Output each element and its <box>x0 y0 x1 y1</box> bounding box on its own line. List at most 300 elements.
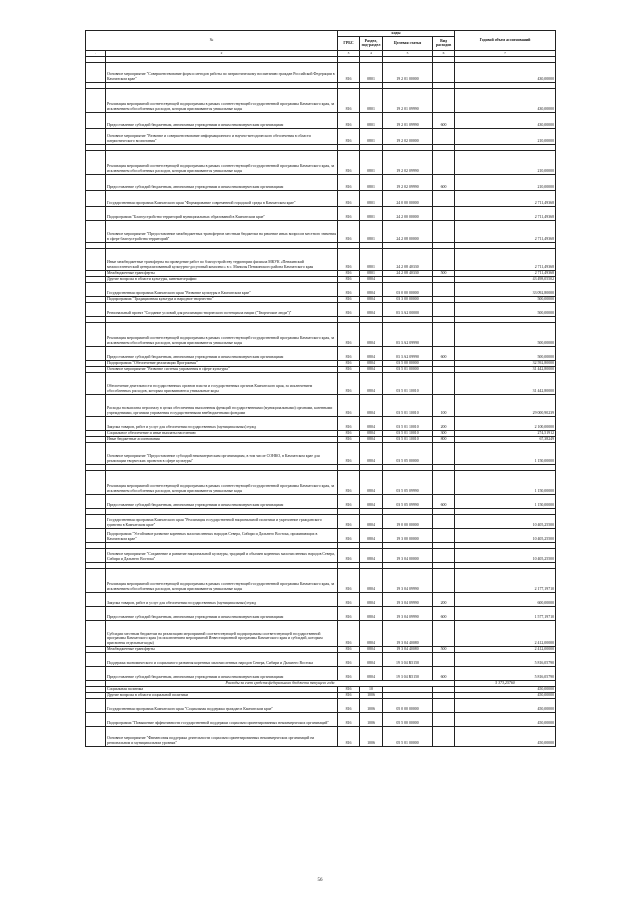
row-amount: 5 816,05790 <box>455 666 556 680</box>
row-section: 0804 <box>360 548 383 562</box>
table-row <box>86 62 556 82</box>
table-row <box>86 174 556 190</box>
row-amount: 430,00000 <box>455 88 556 112</box>
row-target: 19 2 01 09990 <box>383 112 433 128</box>
row-number-cell <box>86 62 106 82</box>
row-vid: 500 <box>433 270 455 276</box>
row-name: Основное мероприятие "Совершенствование форм и методов работы по патриотическому воспитанию граждан Российской Федерации в Камчатском крае" <box>106 62 338 82</box>
row-target: 19 2 01 00000 <box>383 62 433 82</box>
row-vid <box>433 128 455 144</box>
row-vid: 300 <box>433 430 455 436</box>
row-vid <box>433 726 455 746</box>
row-grbs: 816 <box>338 692 360 698</box>
row-number-cell <box>86 494 106 508</box>
row-grbs: 816 <box>338 686 360 692</box>
row-section: 0804 <box>360 470 383 494</box>
row-name: Закупка товаров, работ и услуг для обеспечения государственных (муниципальных) нужд <box>106 592 338 606</box>
row-name: Основное мероприятие "Предоставление межбюджетных трансфертов местным бюджетам на решение иных вопросов местного значения в сфере благоустройства территорий" <box>106 220 338 242</box>
row-section: 0801 <box>360 150 383 174</box>
row-vid <box>433 568 455 592</box>
row-target: 19 2 02 09990 <box>383 150 433 174</box>
row-section: 0801 <box>360 248 383 270</box>
table-row <box>86 190 556 206</box>
row-section: 0804 <box>360 282 383 296</box>
row-section: 0804 <box>360 322 383 346</box>
row-amount: 430,00000 <box>455 62 556 82</box>
row-grbs: 816 <box>338 206 360 220</box>
row-name: Субсидии местным бюджетам на реализацию мероприятий соответствующей подпрограммы соответствующей государственной программы Камчатского края (за исключением мероприятий Инвестиционной программы Камчатского края и субсидий, которым присвоены отдельные коды) <box>106 620 338 646</box>
row-number-cell <box>86 698 106 712</box>
row-name: Предоставление субсидий бюджетным, автономным учреждениям и иным некоммерческим организациям <box>106 346 338 360</box>
table-row <box>86 302 556 316</box>
row-target: 03 3 A2 09990 <box>383 346 433 360</box>
row-section: 0801 <box>360 128 383 144</box>
row-number-cell <box>86 568 106 592</box>
row-grbs: 816 <box>338 322 360 346</box>
row-grbs: 816 <box>338 360 360 366</box>
colnum: 5 <box>383 50 433 56</box>
row-amount: 10 405,25500 <box>455 528 556 542</box>
table-row <box>86 206 556 220</box>
row-name: Основное мероприятие "Финансовая поддержка деятельности социально ориентированных некоммерческих организаций на региональном и муниципальном уровнях" <box>106 726 338 746</box>
row-target: 03 5 01 10010 <box>383 372 433 394</box>
colnum: 2 <box>106 50 338 56</box>
row-number-cell <box>86 248 106 270</box>
row-amount: 5 373,25760 <box>455 680 556 686</box>
row-vid: 600 <box>433 666 455 680</box>
row-section: 0804 <box>360 276 383 282</box>
colnum: 6 <box>433 50 455 56</box>
row-grbs: 816 <box>338 296 360 302</box>
row-section: 0804 <box>360 360 383 366</box>
table-row <box>86 528 556 542</box>
row-grbs: 816 <box>338 174 360 190</box>
row-section: 1006 <box>360 712 383 726</box>
row-name: Расходы на выплаты персоналу в целях обеспечения выполнения функций государственными (муниципальными) органами, казенными учреждениями, органами управления государственными внебюджетными фондами <box>106 394 338 416</box>
row-amount: 29 000,90239 <box>455 394 556 416</box>
row-amount: 1 150,00000 <box>455 442 556 464</box>
row-number-cell <box>86 514 106 528</box>
row-number-cell <box>86 548 106 562</box>
row-vid <box>433 302 455 316</box>
row-section: 0804 <box>360 394 383 416</box>
row-grbs: 816 <box>338 270 360 276</box>
header-number: № <box>86 31 338 51</box>
row-section: 0804 <box>360 646 383 652</box>
row-target: 19 2 02 00000 <box>383 128 433 144</box>
row-vid: 800 <box>433 436 455 442</box>
row-grbs: 816 <box>338 592 360 606</box>
row-number-cell <box>86 206 106 220</box>
row-target: 03 5 05 09990 <box>383 494 433 508</box>
row-grbs: 816 <box>338 88 360 112</box>
row-section: 0804 <box>360 620 383 646</box>
row-target: 05 5 01 00000 <box>383 726 433 746</box>
row-name: Реализация мероприятий соответствующей подпрограммы в рамках соответствующей государственной программы Камчатского края, за исключением обособленных расходов, которым присваиваются уникальные коды <box>106 150 338 174</box>
row-target: 24 2 08 40330 <box>383 270 433 276</box>
row-name: Закупка товаров, работ и услуг для обеспечения государственных (муниципальных) нужд <box>106 416 338 430</box>
table-row <box>86 128 556 144</box>
row-grbs: 816 <box>338 302 360 316</box>
row-amount: 600,00000 <box>455 592 556 606</box>
row-section: 0801 <box>360 206 383 220</box>
row-name: Подпрограмма "Благоустройство территорий муниципальных образований в Камчатском крае" <box>106 206 338 220</box>
row-target: 24 2 00 00000 <box>383 206 433 220</box>
header-grbs: ГРБС <box>338 36 360 50</box>
row-name: Государственная программа Камчатского края "Реализация государственной национальной политики и укрепление гражданского единства в Камчатском крае" <box>106 514 338 528</box>
row-name: Межбюджетные трансферты <box>106 270 338 276</box>
row-vid: 100 <box>433 394 455 416</box>
row-name: Реализация мероприятий соответствующей подпрограммы в рамках соответствующей государственной программы Камчатского края, за исключением обособленных расходов, которым присваиваются уникальные коды <box>106 470 338 494</box>
row-section: 0801 <box>360 270 383 276</box>
row-grbs: 816 <box>338 606 360 620</box>
row-section: 0804 <box>360 430 383 436</box>
row-target: 03 5 01 10010 <box>383 436 433 442</box>
row-section: 0804 <box>360 416 383 430</box>
row-target: 03 5 01 10010 <box>383 394 433 416</box>
row-target: 03 5 01 10010 <box>383 430 433 436</box>
row-number-cell <box>86 416 106 430</box>
row-grbs: 816 <box>338 620 360 646</box>
row-section: 0801 <box>360 62 383 82</box>
row-grbs: 816 <box>338 514 360 528</box>
row-grbs: 816 <box>338 698 360 712</box>
row-amount: 2 100,00000 <box>455 416 556 430</box>
row-section: 0801 <box>360 112 383 128</box>
row-name: Предоставление субсидий бюджетным, автономным учреждениям и иным некоммерческим организациям <box>106 666 338 680</box>
row-amount: 1 150,00000 <box>455 470 556 494</box>
row-number-cell <box>86 652 106 666</box>
table-row <box>86 620 556 646</box>
row-vid <box>433 220 455 242</box>
row-section: 0801 <box>360 88 383 112</box>
page-number: 56 <box>317 878 323 883</box>
row-amount: 274,51912 <box>455 430 556 436</box>
colnum: 4 <box>360 50 383 56</box>
header-vid: Вид расходов <box>433 36 455 50</box>
row-grbs: 816 <box>338 548 360 562</box>
row-amount: 450,00000 <box>455 698 556 712</box>
row-vid <box>433 206 455 220</box>
row-grbs: 816 <box>338 652 360 666</box>
row-grbs: 816 <box>338 442 360 464</box>
row-section: 0804 <box>360 372 383 394</box>
table-row <box>86 322 556 346</box>
row-section: 0804 <box>360 528 383 542</box>
row-target: 05 0 00 00000 <box>383 698 433 712</box>
row-name: Подпрограмма "Традиционная культура и народное творчество" <box>106 296 338 302</box>
table-row <box>86 112 556 128</box>
row-target: 19 2 01 09990 <box>383 88 433 112</box>
row-amount: 450,00000 <box>455 726 556 746</box>
row-amount: 450,00000 <box>455 692 556 698</box>
row-section: 0801 <box>360 190 383 206</box>
row-target: 03 3 00 00000 <box>383 296 433 302</box>
row-amount: 2 711,49368 <box>455 248 556 270</box>
row-target: 24 2 08 40330 <box>383 248 433 270</box>
row-name: Другие вопросы в области культуры, кинематографии <box>106 276 338 282</box>
row-vid: 600 <box>433 174 455 190</box>
row-name: Предоставление субсидий бюджетным, автономным учреждениям и иным некоммерческим организациям <box>106 494 338 508</box>
row-section: 10 <box>360 686 383 692</box>
table-row <box>86 150 556 174</box>
row-section: 0804 <box>360 302 383 316</box>
header-amount: Годовой объем ассигнований <box>455 31 556 51</box>
row-target: 03 5 05 00000 <box>383 442 433 464</box>
row-section: 1006 <box>360 692 383 698</box>
row-vid: 600 <box>433 112 455 128</box>
table-row <box>86 652 556 666</box>
row-number-cell <box>86 394 106 416</box>
row-vid <box>433 372 455 394</box>
row-name: Иные межбюджетные трансферты на проведение работ по благоустройству территории филиала МКУК «Пенжинский межпоселенческий централизованный культурно-досуговый комплекс» в с. Манилы Пенжинского района Камчатского края <box>106 248 338 270</box>
row-amount: 2 711,49368 <box>455 206 556 220</box>
table-row <box>86 88 556 112</box>
row-grbs: 816 <box>338 372 360 394</box>
row-amount: 10 405,25500 <box>455 514 556 528</box>
row-name: Поддержка экономического и социального развития коренных малочисленных народов Севера, Сибири и Дальнего Востока <box>106 652 338 666</box>
row-number-cell <box>86 128 106 144</box>
table-row <box>86 248 556 270</box>
row-target: 03 5 01 00000 <box>383 366 433 372</box>
row-name: Предоставление субсидий бюджетным, автономным учреждениям и иным некоммерческим организациям <box>106 112 338 128</box>
row-number-cell <box>86 112 106 128</box>
row-number-cell <box>86 666 106 680</box>
row-amount: 210,00000 <box>455 128 556 144</box>
note-text: Расходы за счет средств федерального бюджета текущего года <box>106 680 455 686</box>
row-grbs: 816 <box>338 62 360 82</box>
row-amount: 31 442,80000 <box>455 372 556 394</box>
row-name: Государственная программа Камчатского края "Социальная поддержка граждан в Камчатском крае" <box>106 698 338 712</box>
row-number-cell <box>86 620 106 646</box>
row-name: Социальное обеспечение и иные выплаты населению <box>106 430 338 436</box>
colnum: 7 <box>455 50 556 56</box>
row-section: 0804 <box>360 592 383 606</box>
row-amount: 450,00000 <box>455 712 556 726</box>
row-section: 0804 <box>360 568 383 592</box>
row-target: 19 3 04 09990 <box>383 568 433 592</box>
row-grbs: 816 <box>338 346 360 360</box>
row-name: Основное мероприятие "Предоставление субсидий некоммерческим организациям, в том числе СОНКО, в Камчатском крае для реализации творческих проектов в сфере культуры" <box>106 442 338 464</box>
row-section: 0804 <box>360 436 383 442</box>
row-amount: 210,00000 <box>455 150 556 174</box>
row-name: Государственная программа Камчатского края "Формирование современной городской среды в Камчатском крае" <box>106 190 338 206</box>
row-name: Иные бюджетные ассигнования <box>106 436 338 442</box>
row-grbs: 816 <box>338 726 360 746</box>
row-section: 0804 <box>360 514 383 528</box>
row-amount: 43 498,05502 <box>455 276 556 282</box>
row-number-cell <box>86 442 106 464</box>
row-target: 19 3 04 R5150 <box>383 666 433 680</box>
row-target: 03 3 A2 00000 <box>383 302 433 316</box>
row-name: Обеспечение деятельности государственных органов власти и государственных органов Камчатского края, за исключением обособленных расходов, которым присваиваются уникальные коды <box>106 372 338 394</box>
row-amount: 1 577,19710 <box>455 606 556 620</box>
row-grbs: 816 <box>338 190 360 206</box>
row-name: Социальная политика <box>106 686 338 692</box>
header-target: Целевая статья <box>383 36 433 50</box>
row-number-cell <box>86 190 106 206</box>
row-number-cell <box>86 282 106 296</box>
row-section: 0801 <box>360 174 383 190</box>
row-vid: 200 <box>433 416 455 430</box>
row-section: 0804 <box>360 652 383 666</box>
row-name: Межбюджетные трансферты <box>106 646 338 652</box>
row-grbs: 816 <box>338 276 360 282</box>
row-number-cell <box>86 372 106 394</box>
row-name: Подпрограмма "Повышение эффективности государственной поддержки социально ориентированных некоммерческих организаций" <box>106 712 338 726</box>
row-target: 24 2 08 00000 <box>383 220 433 242</box>
row-amount: 2 177,19710 <box>455 568 556 592</box>
row-vid <box>433 470 455 494</box>
row-target: 19 3 00 00000 <box>383 528 433 542</box>
row-section: 0801 <box>360 220 383 242</box>
row-amount: 210,00000 <box>455 174 556 190</box>
row-vid: 500 <box>433 646 455 652</box>
row-number-cell <box>86 322 106 346</box>
row-grbs: 816 <box>338 666 360 680</box>
row-section: 0804 <box>360 346 383 360</box>
row-amount: 31 442,80000 <box>455 366 556 372</box>
row-grbs: 816 <box>338 528 360 542</box>
row-vid <box>433 248 455 270</box>
row-name: Государственная программа Камчатского края "Развитие культуры в Камчатском крае" <box>106 282 338 296</box>
row-vid <box>433 620 455 646</box>
header-codes: коды <box>338 31 455 37</box>
row-number-cell <box>86 606 106 620</box>
row-grbs: 816 <box>338 282 360 296</box>
table-row <box>86 346 556 360</box>
row-grbs: 816 <box>338 470 360 494</box>
row-grbs: 816 <box>338 646 360 652</box>
row-section: 0804 <box>360 666 383 680</box>
row-grbs: 816 <box>338 394 360 416</box>
row-name: Подпрограмма "Обеспечение реализации Программы" <box>106 360 338 366</box>
row-grbs: 816 <box>338 248 360 270</box>
row-grbs: 816 <box>338 430 360 436</box>
row-grbs: 816 <box>338 494 360 508</box>
row-target: 24 0 00 00000 <box>383 190 433 206</box>
row-amount: 10 405,25500 <box>455 548 556 562</box>
row-amount: 450,00000 <box>455 686 556 692</box>
row-number-cell <box>86 346 106 360</box>
table-body <box>86 56 556 746</box>
row-number-cell <box>86 302 106 316</box>
row-name: Реализация мероприятий соответствующей подпрограммы в рамках соответствующей государственной программы Камчатского края, за исключением обособленных расходов, которым присваиваются уникальные коды <box>106 322 338 346</box>
row-grbs: 816 <box>338 366 360 372</box>
row-name: Основное мероприятие "Развитие и совершенствование информационного и научно-методического обеспечения в области патриотического воспитания" <box>106 128 338 144</box>
row-number-cell <box>86 592 106 606</box>
table-row <box>86 666 556 680</box>
row-amount: 67,38249 <box>455 436 556 442</box>
row-amount: 2 711,49368 <box>455 270 556 276</box>
row-amount: 2 412,00000 <box>455 646 556 652</box>
row-name: Основное мероприятие "Сохранение и развитие национальной культуры, традиций и обычаев коренных малочисленных народов Севера, Сибири и Дальнего Востока" <box>106 548 338 562</box>
row-section: 0804 <box>360 494 383 508</box>
row-amount: 33 092,80000 <box>455 282 556 296</box>
row-amount: 500,00000 <box>455 322 556 346</box>
row-name: Предоставление субсидий бюджетным, автономным учреждениям и иным некоммерческим организациям <box>106 174 338 190</box>
row-section: 0804 <box>360 606 383 620</box>
row-amount: 2 711,49368 <box>455 190 556 206</box>
row-vid <box>433 528 455 542</box>
row-name: Другие вопросы в области социальной политики <box>106 692 338 698</box>
row-number-cell <box>86 528 106 542</box>
row-grbs: 816 <box>338 712 360 726</box>
row-grbs: 816 <box>338 220 360 242</box>
row-grbs: 816 <box>338 568 360 592</box>
colnum: . <box>86 50 106 56</box>
row-vid <box>433 652 455 666</box>
row-vid: 200 <box>433 592 455 606</box>
row-vid <box>433 322 455 346</box>
table-row <box>86 606 556 620</box>
row-target: 19 3 04 09990 <box>383 606 433 620</box>
row-vid: 600 <box>433 346 455 360</box>
row-vid <box>433 698 455 712</box>
row-name: Региональный проект "Создание условий для реализации творческого потенциала нации ("Творческие люди")" <box>106 302 338 316</box>
row-number-cell <box>86 174 106 190</box>
row-target: 03 5 05 09990 <box>383 470 433 494</box>
table-row <box>86 494 556 508</box>
row-vid <box>433 190 455 206</box>
row-section: 1006 <box>360 698 383 712</box>
row-name: Подпрограмма "Устойчивое развитие коренных малочисленных народов Севера, Сибири и Дальнего Востока, проживающих в Камчатском крае" <box>106 528 338 542</box>
row-vid <box>433 88 455 112</box>
row-section: 0804 <box>360 442 383 464</box>
row-name: Предоставление субсидий бюджетным, автономным учреждениям и иным некоммерческим организациям <box>106 606 338 620</box>
row-section: 1006 <box>360 726 383 746</box>
table-row <box>86 568 556 592</box>
budget-table <box>85 30 556 747</box>
row-name: Реализация мероприятий соответствующей подпрограммы в рамках соответствующей государственной программы Камчатского края, за исключением обособленных расходов, которым присваиваются уникальные коды <box>106 88 338 112</box>
row-target: 19 2 02 09990 <box>383 174 433 190</box>
row-vid <box>433 62 455 82</box>
row-amount: 430,00000 <box>455 112 556 128</box>
row-amount: 32 592,80000 <box>455 360 556 366</box>
row-number-cell <box>86 712 106 726</box>
row-target: 03 5 01 10010 <box>383 416 433 430</box>
table-row <box>86 548 556 562</box>
table-row <box>86 282 556 296</box>
table-row <box>86 416 556 430</box>
colnum: 3 <box>338 50 360 56</box>
row-vid <box>433 514 455 528</box>
row-vid <box>433 282 455 296</box>
row-target: 03 5 00 00000 <box>383 360 433 366</box>
row-section: 0804 <box>360 366 383 372</box>
row-vid <box>433 548 455 562</box>
row-amount: 500,00000 <box>455 346 556 360</box>
row-vid <box>433 712 455 726</box>
row-vid <box>433 442 455 464</box>
row-amount: 5 816,05790 <box>455 652 556 666</box>
row-grbs: 816 <box>338 436 360 442</box>
table-row <box>86 698 556 712</box>
row-vid: 600 <box>433 494 455 508</box>
row-name: Основное мероприятие "Развитие системы управления в сфере культуры" <box>106 366 338 372</box>
row-grbs: 816 <box>338 150 360 174</box>
row-number-cell <box>86 726 106 746</box>
row-amount: 500,00000 <box>455 302 556 316</box>
row-target: 19 3 04 00000 <box>383 548 433 562</box>
row-number-cell <box>86 88 106 112</box>
row-target: 19 3 04 40080 <box>383 620 433 646</box>
row-section: 0804 <box>360 296 383 302</box>
table-row <box>86 394 556 416</box>
header-section: Раздел, под-раздел <box>360 36 383 50</box>
row-grbs: 816 <box>338 112 360 128</box>
row-vid: 600 <box>433 606 455 620</box>
